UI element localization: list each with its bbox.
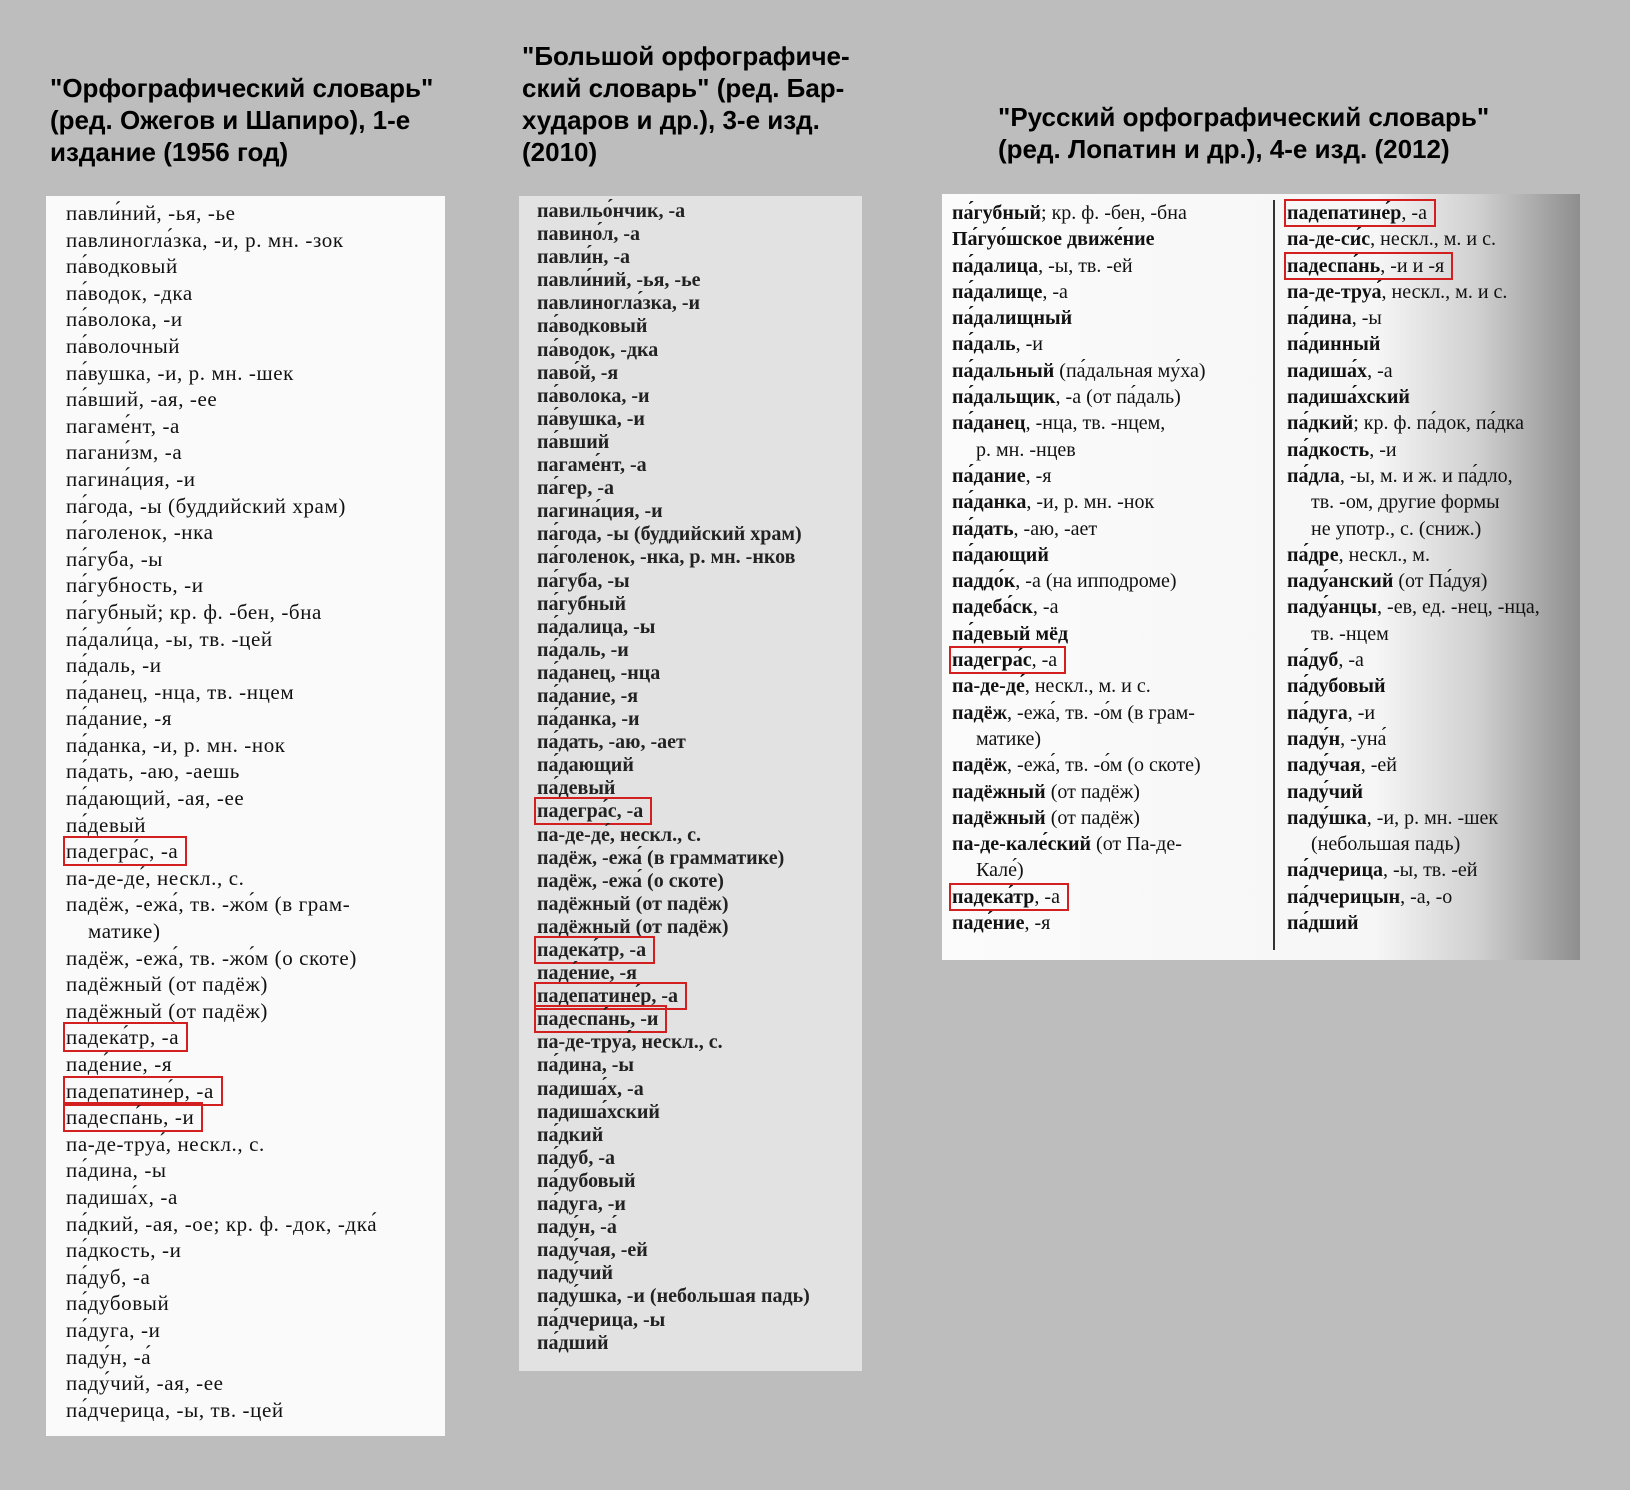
dictionary-entry: падеба́ск, -а xyxy=(952,596,1059,619)
dictionary-entry: па́дуб, -а xyxy=(1287,649,1364,672)
heading-lopatin-dictionary: "Русский орфографический словарь" (ред. Лопатин и др.), 4-е изд. (2012) xyxy=(998,102,1490,164)
dictionary-entry: па́даль, -и xyxy=(537,638,629,661)
dictionary-entry: па́данка, -и, р. мн. -нок xyxy=(66,732,286,757)
dictionary-entry: тв. -ом, другие формы xyxy=(1311,491,1500,514)
dictionary-entry: па́дчерицын, -а, -о xyxy=(1287,885,1453,908)
dictionary-entry: пагани́зм, -а xyxy=(66,440,183,465)
dictionary-entry: па́дуб, -а xyxy=(537,1146,616,1169)
dictionary-entry: па́дкий; кр. ф. па́док, па́дка xyxy=(1287,412,1524,435)
dictionary-entry: па́вушка, -и, р. мн. -шек xyxy=(66,360,294,385)
dictionary-entry: па́далищный xyxy=(952,307,1073,330)
dictionary-entry: паду́шка, -и, р. мн. -шек xyxy=(1287,806,1499,829)
dictionary-entry: па-де-де́, нескл., м. и с. xyxy=(952,675,1151,698)
dictionary-entry: па́губность, -и xyxy=(66,573,204,598)
dictionary-entry: па́дание, -я xyxy=(537,684,639,707)
dictionary-entry: пагаме́нт, -а xyxy=(537,454,647,477)
dictionary-entry: падиша́х, -а xyxy=(66,1184,178,1209)
dictionary-entry: паду́чая, -ей xyxy=(1287,754,1397,777)
dictionary-entry: па́дальный (па́дальная му́ха) xyxy=(952,359,1206,382)
dictionary-entry: па́дуга, -и xyxy=(66,1317,161,1342)
dictionary-entry: паде́ние, -я xyxy=(66,1052,173,1076)
dictionary-entry: па́даль, -и xyxy=(952,333,1043,356)
dictionary-entry: па́волока, -и xyxy=(537,384,650,407)
highlight-box: падегра́с, -а xyxy=(952,649,1063,671)
dictionary-entry xyxy=(537,939,810,962)
dictionary-entry: па́дубовый xyxy=(537,1169,636,1192)
dictionary-entry: па́губный xyxy=(537,592,627,615)
dictionary-entry: па́далица, -ы, тв. -ей xyxy=(952,254,1133,277)
dictionary-entry: павино́л, -а xyxy=(537,223,640,246)
dictionary-entry xyxy=(66,1024,377,1051)
highlight-box: падегра́с, -а xyxy=(537,800,649,822)
dictionary-entry: па́дуб, -а xyxy=(66,1264,151,1289)
dictionary-entry: па́дание, -я xyxy=(952,464,1052,487)
dictionary-entry xyxy=(66,1078,377,1105)
dictionary-entry: па́дание, -я xyxy=(66,706,173,731)
ozhegov-dictionary-scan xyxy=(46,196,445,1436)
dictionary-entry: па-де-труа́, нескл., с. xyxy=(66,1131,265,1156)
dictionary-entry: па́дающий xyxy=(952,543,1049,566)
dictionary-entry: падёж, -ежа́, тв. -жо́м (в грам- xyxy=(66,892,351,917)
dictionary-entry: па́далище, -а xyxy=(952,280,1068,303)
dictionary-entry: па-де-си́с, нескл., м. и с. xyxy=(1287,228,1497,251)
dictionary-entry xyxy=(537,985,810,1008)
dictionary-entry: паду́чий xyxy=(1287,780,1363,803)
dictionary-entry: падёжный (от падёж) xyxy=(66,998,269,1023)
dictionary-entry xyxy=(66,1104,377,1131)
dictionary-entry xyxy=(952,647,1206,673)
dictionary-entry: паддо́к, -а (на ипподроме) xyxy=(952,570,1177,593)
dictionary-entry: па́губный; кр. ф. -бен, -бна xyxy=(952,202,1187,224)
dictionary-entry: павильо́нчик, -а xyxy=(537,200,686,222)
dictionary-entry: павлиногла́зка, -и xyxy=(537,292,701,315)
dictionary-entry: падёжный (от падёж) xyxy=(952,806,1140,829)
dictionary-entry: павли́ний, -ья, -ье xyxy=(537,269,701,292)
highlight-box: падека́тр, -а xyxy=(66,1025,185,1049)
dictionary-entry: па́года, -ы (буддийский храм) xyxy=(66,493,346,518)
dictionary-entry: Кале́) xyxy=(976,859,1024,882)
dictionary-entry xyxy=(1287,200,1540,226)
dictionary-entry: падиша́хский xyxy=(1287,386,1410,409)
dictionary-entry: па́дкость, -и xyxy=(1287,438,1397,461)
dictionary-entry: па́данка, -и, р. мн. -нок xyxy=(952,491,1155,514)
dictionary-entry: па́губа, -ы xyxy=(537,569,630,592)
dictionary-entry: па́дали́ца, -ы, тв. -цей xyxy=(66,626,273,651)
dictionary-entry: па́дчерица, -ы xyxy=(537,1308,666,1331)
ozhegov-entry-list xyxy=(66,200,377,1423)
highlight-box: падепатине́р, -а xyxy=(537,985,684,1007)
barkhudarov-entry-list xyxy=(537,200,810,1355)
dictionary-entry: па́водок, -дка xyxy=(537,338,659,361)
dictionary-entry: падёж, -ежа́, тв. -о́м (о скоте) xyxy=(952,754,1201,777)
dictionary-entry: падёж, -ежа́ (о скоте) xyxy=(537,869,724,892)
dictionary-entry: пагина́ция, -и xyxy=(66,466,196,491)
dictionary-entry: паво́й, -я xyxy=(537,361,619,384)
dictionary-entry: па́дкий xyxy=(537,1123,604,1146)
dictionary-entry: па́дчерица, -ы, тв. -ей xyxy=(1287,859,1478,882)
dictionary-entry: па́дре, нескл., м. xyxy=(1287,543,1430,566)
dictionary-entry: матике) xyxy=(976,727,1042,750)
highlight-box: падека́тр, -а xyxy=(952,886,1066,908)
dictionary-entry: Па́гуо́шское движе́ние xyxy=(952,228,1155,251)
dictionary-entry xyxy=(537,1008,810,1031)
dictionary-entry: па́девый xyxy=(537,777,616,800)
column-divider xyxy=(1273,200,1275,950)
dictionary-entry: паду́шка, -и (небольшая падь) xyxy=(537,1285,810,1308)
dictionary-entry: па́дать, -аю, -аешь xyxy=(66,759,240,784)
dictionary-entry: па́данец, -нца xyxy=(537,661,661,684)
dictionary-entry: па́волочный xyxy=(66,333,181,358)
dictionary-entry: па́девый мёд xyxy=(952,622,1069,645)
dictionary-entry: па-де-де́, нескл., с. xyxy=(537,823,701,846)
highlight-box: падеспа́нь, -и xyxy=(66,1105,200,1129)
dictionary-entry: па́губный; кр. ф. -бен, -бна xyxy=(66,599,322,624)
highlight-box: падеспа́нь, -и и -я xyxy=(1287,255,1450,277)
dictionary-entry: па-де-де́, нескл., с. xyxy=(66,865,245,890)
dictionary-entry: паду́чий xyxy=(537,1262,613,1285)
dictionary-entry: падёжный (от падёж) xyxy=(952,780,1140,803)
dictionary-entry: па́губа, -ы xyxy=(66,546,164,571)
dictionary-entry: па-де-труа́, нескл., с. xyxy=(537,1031,723,1054)
dictionary-entry: па́дина, -ы xyxy=(537,1054,634,1077)
lopatin-right-entry-list xyxy=(1287,200,1540,936)
dictionary-entry: падёж, -ежа́, тв. -жо́м (о скоте) xyxy=(66,945,357,970)
dictionary-entry: па́дуга, -и xyxy=(537,1193,626,1216)
dictionary-entry: пагина́ция, -и xyxy=(537,500,663,523)
dictionary-entry: па́данец, -нца, тв. -нцем, xyxy=(952,412,1166,435)
dictionary-entry: матике) xyxy=(88,919,161,944)
dictionary-entry: па́вший, -ая, -ее xyxy=(66,387,218,412)
dictionary-entry xyxy=(1287,253,1540,279)
dictionary-entry: па́дший xyxy=(537,1331,609,1354)
dictionary-entry: па́дчерица, -ы, тв. -цей xyxy=(66,1397,284,1422)
dictionary-entry: паду́анский (от Па́дуя) xyxy=(1287,570,1488,593)
dictionary-entry: паду́н, -уна́ xyxy=(1287,727,1387,750)
dictionary-entry: па́дкий, -ая, -ое; кр. ф. -док, -дка́ xyxy=(66,1211,378,1236)
dictionary-entry: па́года, -ы (буддийский храм) xyxy=(537,523,802,546)
highlight-box: падеспа́нь, -и xyxy=(537,1008,664,1030)
dictionary-entry: паде́ние, -я xyxy=(537,962,637,985)
dictionary-entry: паду́н, -а́ xyxy=(66,1344,152,1369)
highlight-box: падепатине́р, -а xyxy=(66,1079,220,1103)
dictionary-entry: па́дубовый xyxy=(1287,675,1386,698)
dictionary-entry xyxy=(952,884,1206,910)
dictionary-entry: па́девый xyxy=(66,812,147,837)
dictionary-entry: павлиногла́зка, -и, р. мн. -зок xyxy=(66,227,344,252)
dictionary-entry: па́дающий xyxy=(537,754,634,777)
highlight-box: падека́тр, -а xyxy=(537,939,652,961)
dictionary-entry: па́дающий, -ая, -ее xyxy=(66,786,245,811)
dictionary-entry: па́дальщик, -а (от па́даль) xyxy=(952,386,1181,409)
dictionary-entry: па́дкость, -и xyxy=(66,1238,182,1263)
dictionary-entry: па́далица, -ы xyxy=(537,615,656,638)
dictionary-entry: паде́ние, -я xyxy=(952,912,1051,935)
dictionary-entry: пагаме́нт, -а xyxy=(66,413,180,438)
dictionary-entry: па́дать, -аю, -ает xyxy=(537,731,686,754)
dictionary-entry: па́вший xyxy=(537,430,610,453)
dictionary-entry: паду́н, -а́ xyxy=(537,1216,617,1239)
dictionary-entry: па́водковый xyxy=(537,315,648,338)
dictionary-entry: па́даль, -и xyxy=(66,653,162,678)
dictionary-entry: па́водковый xyxy=(66,254,178,279)
dictionary-entry: не употр., с. (сниж.) xyxy=(1311,517,1482,540)
dictionary-entry: паду́чий, -ая, -ее xyxy=(66,1371,224,1396)
dictionary-entry: паду́чая, -ей xyxy=(537,1239,648,1262)
dictionary-entry: па́гер, -а xyxy=(537,477,615,500)
dictionary-entry: падиша́хский xyxy=(537,1100,660,1123)
dictionary-entry: па́дать, -аю, -ает xyxy=(952,517,1098,540)
lopatin-dictionary-scan xyxy=(942,194,1580,960)
heading-ozhegov-dictionary: "Орфографический словарь" (ред. Ожегов и Шапиро), 1-е издание (1956 год) xyxy=(50,73,434,167)
barkhudarov-dictionary-scan xyxy=(519,196,862,1371)
highlight-box: падепатине́р, -а xyxy=(1287,202,1433,224)
dictionary-entry: па́дуга, -и xyxy=(1287,701,1376,724)
lopatin-left-entry-list xyxy=(952,200,1206,936)
dictionary-entry: р. мн. -нцев xyxy=(976,438,1076,461)
dictionary-entry: па-де-кале́ский (от Па-де- xyxy=(952,833,1182,856)
dictionary-entry: па́голенок, -нка, р. мн. -нков xyxy=(537,546,796,569)
dictionary-entry: па́дина, -ы xyxy=(66,1158,167,1183)
dictionary-entry: па́голенок, -нка xyxy=(66,520,214,545)
dictionary-entry xyxy=(66,838,377,865)
dictionary-entry xyxy=(537,800,810,823)
dictionary-entry: падёжный (от падёж) xyxy=(66,972,269,997)
dictionary-entry: па́водок, -дка xyxy=(66,280,193,305)
dictionary-entry: падёж, -ежа́ (в грамматике) xyxy=(537,846,785,869)
dictionary-entry: падиша́х, -а xyxy=(1287,359,1393,382)
dictionary-entry: павли́н, -а xyxy=(537,246,630,269)
dictionary-entry: падиша́х, -а xyxy=(537,1077,644,1100)
dictionary-entry: падёжный (от падёж) xyxy=(537,892,729,915)
dictionary-entry: па́дубовый xyxy=(66,1291,170,1316)
dictionary-entry: па́дла, -ы, м. и ж. и па́дло, xyxy=(1287,464,1513,487)
heading-barkhudarov-dictionary: "Большой орфографиче- ский словарь" (ред. Бар- хударов и др.), 3-е изд. (2010) xyxy=(522,41,850,167)
dictionary-entry: па́данка, -и xyxy=(537,708,640,731)
dictionary-entry: падёж, -ежа́, тв. -о́м (в грам- xyxy=(952,701,1195,724)
highlight-box: падегра́с, -а xyxy=(66,839,184,863)
dictionary-entry: па́волока, -и xyxy=(66,307,183,332)
dictionary-entry: (небольшая падь) xyxy=(1311,833,1461,856)
dictionary-entry: падёжный (от падёж) xyxy=(537,915,729,938)
dictionary-entry: павли́ний, -ья, -ье xyxy=(66,201,236,225)
dictionary-entry: тв. -нцем xyxy=(1311,622,1389,645)
dictionary-entry: па-де-труа́, нескл., м. и с. xyxy=(1287,280,1508,303)
dictionary-entry: па́данец, -нца, тв. -нцем xyxy=(66,679,295,704)
dictionary-entry: па́вушка, -и xyxy=(537,407,645,430)
dictionary-entry: па́дина, -ы xyxy=(1287,307,1382,330)
dictionary-entry: паду́анцы, -ев, ед. -нец, -нца, xyxy=(1287,596,1540,619)
dictionary-entry: па́дший xyxy=(1287,912,1359,935)
dictionary-entry: па́динный xyxy=(1287,333,1381,356)
